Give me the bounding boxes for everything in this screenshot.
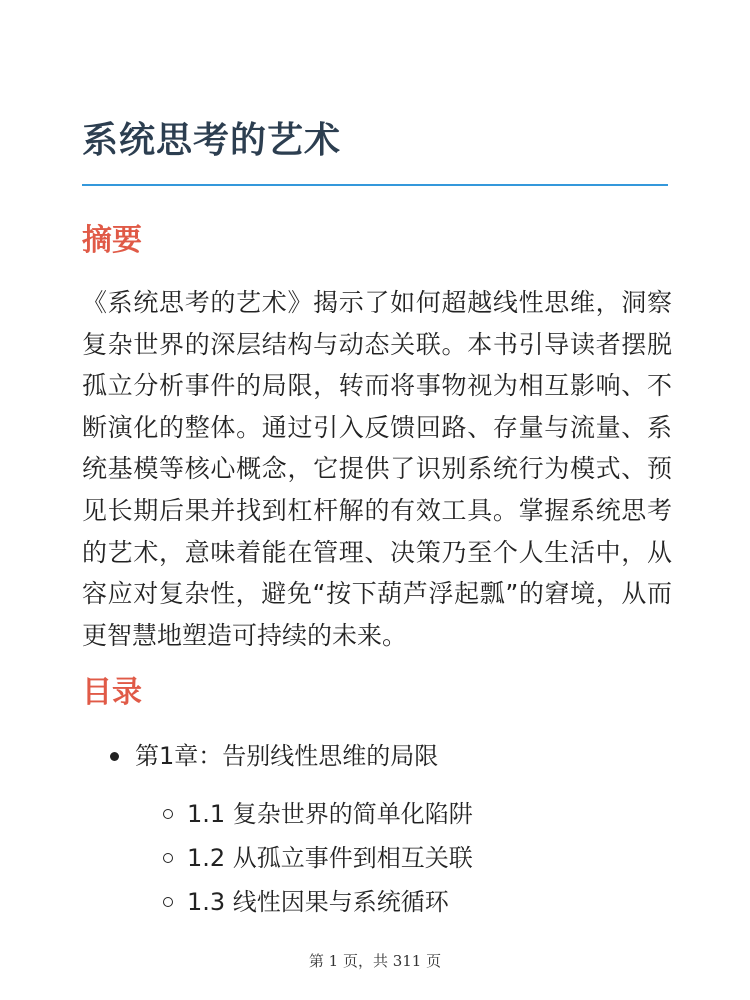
toc-section-1-2 xyxy=(163,838,473,878)
toc-chapter-1 xyxy=(110,736,438,776)
toc-section-label: 1.1 复杂世界的简单化陷阱 xyxy=(187,800,473,828)
toc-section-1-1 xyxy=(163,794,473,834)
toc-chapter-1-label: 第1章：告别线性思维的局限 xyxy=(135,742,439,770)
disc-bullet-icon xyxy=(110,752,119,761)
toc-section-1-3 xyxy=(163,882,449,922)
circle-bullet-icon xyxy=(163,853,173,863)
abstract-paragraph: 《系统思考的艺术》揭示了如何超越线性思维，洞察复杂世界的深层结构与动态关联。本书引导读者摆脱孤立分析事件的局限，转而将事物视为相互影响、不断演化的整体。通过引入反馈回路、存量与流量、系统基模等核心概念，它提供了识别系统行为模式、预见长期后果并找到杠杆解的有效工具。掌握系统思考的艺术，意味着能在管理、决策乃至个人生活中，从容应对复杂性，避免“按下葫芦浮起瓢”的窘境，从而更智慧地塑造可持续的未来。 xyxy=(82,288,672,650)
toc-section-label: 1.3 线性因果与系统循环 xyxy=(187,888,449,916)
toc-heading: 目录 xyxy=(82,675,142,710)
circle-bullet-icon xyxy=(163,897,173,907)
abstract-heading: 摘要 xyxy=(82,223,142,258)
title-divider xyxy=(82,184,668,186)
circle-bullet-icon xyxy=(163,809,173,819)
page-number-footer: 第 1 页，共 311 页 xyxy=(308,952,442,970)
document-title: 系统思考的艺术 xyxy=(82,120,342,161)
toc-section-label: 1.2 从孤立事件到相互关联 xyxy=(187,844,473,872)
